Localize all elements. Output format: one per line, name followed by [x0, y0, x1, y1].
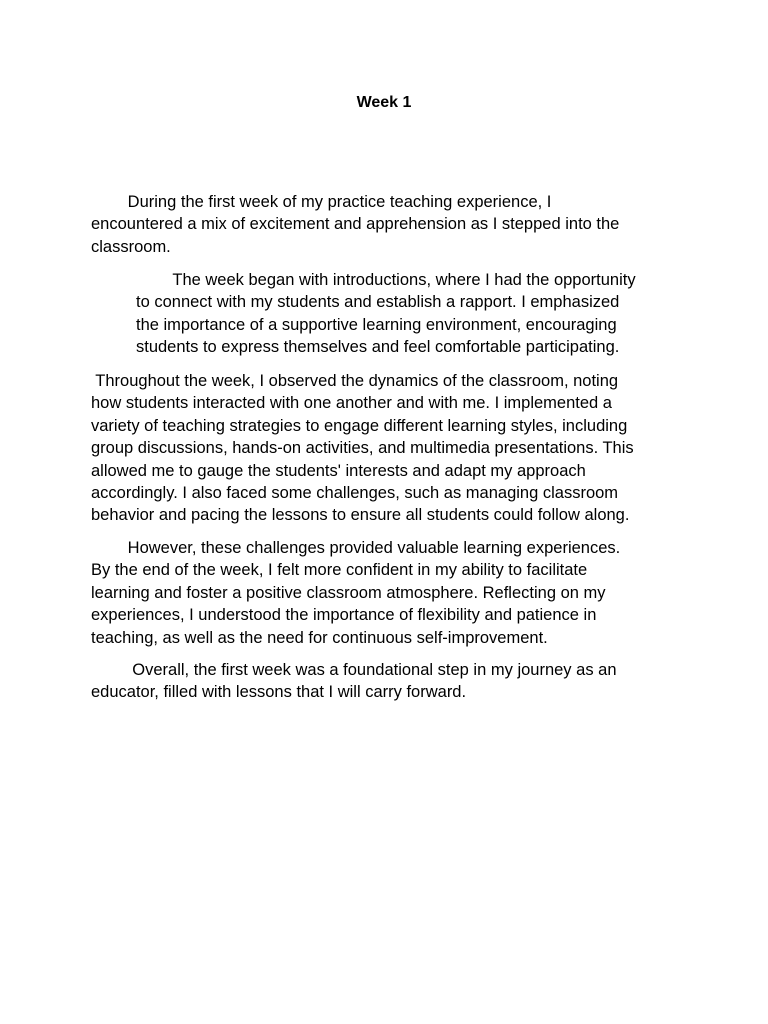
paragraph-line: The week began with introductions, where I had the opportunity [136, 271, 636, 289]
paragraph-line: accordingly. I also faced some challenges, such as managing classroom [91, 484, 619, 503]
paragraph-line: learning and foster a positive classroom atmosphere. Reflecting on my [91, 583, 606, 602]
paragraph-line: students to express themselves and feel comfortable participating. [136, 338, 620, 357]
paragraph-line: experiences, I understood the importance of flexibility and patience in [91, 606, 597, 625]
paragraph-line: educator, filled with lessons that I will carry forward. [91, 683, 467, 702]
paragraph-line: However, these challenges provided valuable learning experiences. [91, 539, 621, 557]
paragraph-line: teaching, as well as the need for continuous self-improvement. [91, 628, 548, 647]
paragraph-1 [91, 191, 619, 258]
paragraph-4 [91, 537, 620, 649]
paragraph-2 [136, 269, 636, 359]
paragraph-line: Overall, the first week was a foundational step in my journey as an [91, 661, 617, 679]
paragraph-line: classroom. [91, 237, 171, 256]
paragraph-line: During the first week of my practice teaching experience, I [91, 193, 552, 211]
paragraph-3 [91, 370, 634, 527]
paragraph-line: to connect with my students and establish a rapport. I emphasized [136, 293, 620, 312]
paragraph-line: variety of teaching strategies to engage different learning styles, including [91, 416, 628, 435]
paragraph-line: the importance of a supportive learning environment, encouraging [136, 315, 617, 334]
paragraph-line: group discussions, hands-on activities, and multimedia presentations. This [91, 439, 634, 458]
paragraph-line: behavior and pacing the lessons to ensure all students could follow along. [91, 506, 630, 525]
paragraph-line: how students interacted with one another and with me. I implemented a [91, 394, 612, 413]
paragraph-line: Throughout the week, I observed the dynamics of the classroom, noting [91, 372, 619, 390]
paragraph-line: By the end of the week, I felt more confident in my ability to facilitate [91, 561, 588, 580]
paragraph-5 [91, 659, 617, 704]
page-title: Week 1 [356, 94, 412, 111]
paragraph-line: allowed me to gauge the students' interests and adapt my approach [91, 461, 586, 480]
paragraph-line: encountered a mix of excitement and apprehension as I stepped into the [91, 215, 620, 234]
